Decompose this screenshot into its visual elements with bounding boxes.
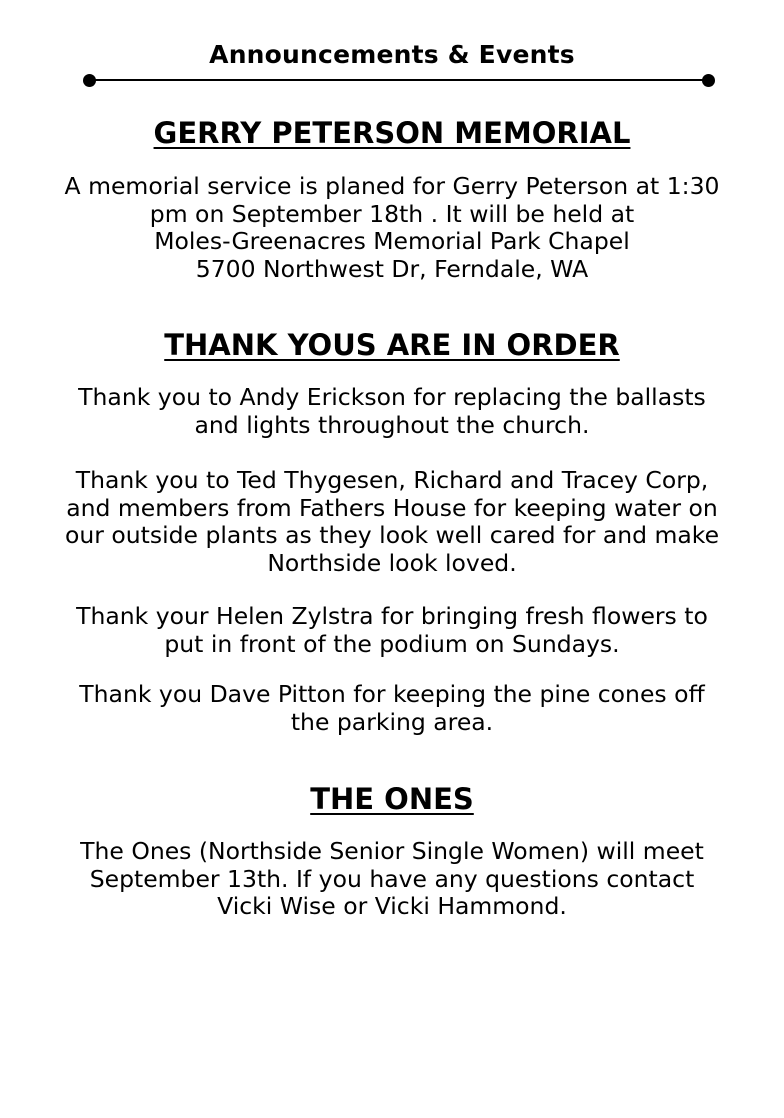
header-divider [89, 79, 709, 81]
memorial-heading-text: GERRY PETERSON MEMORIAL [153, 116, 631, 150]
the-ones-heading-text: THE ONES [310, 782, 474, 816]
thank-yous-heading [0, 328, 784, 362]
the-ones-details: The Ones (Northside Senior Single Women) will meet September 13th. If you have any questions contact Vicki Wise or Vicki Hammond. [80, 837, 704, 920]
memorial-details: A memorial service is planed for Gerry Peterson at 1:30 pm on September 18th . It will be held at Moles-Greenacres Memorial Park Chapel 5700 Northwest Dr, Ferndale, WA [64, 172, 720, 283]
thank-you-helen: Thank your Helen Zylstra for bringing fresh flowers to put in front of the podium on Sundays. [76, 602, 708, 658]
memorial-heading [0, 116, 784, 150]
divider-right-dot [702, 74, 715, 87]
thank-you-ted-richard-tracey: Thank you to Ted Thygesen, Richard and Tracey Corp, and members from Fathers House for keeping water on our outside plants as they look well cared for and make Northside look loved. [64, 466, 720, 577]
thank-yous-heading-text: THANK YOUS ARE IN ORDER [164, 328, 620, 362]
page-title: Announcements & Events [209, 40, 575, 69]
the-ones-heading [0, 782, 784, 816]
thank-you-andy: Thank you to Andy Erickson for replacing the ballasts and lights throughout the church. [78, 383, 706, 439]
thank-you-dave: Thank you Dave Pitton for keeping the pine cones off the parking area. [79, 680, 705, 736]
